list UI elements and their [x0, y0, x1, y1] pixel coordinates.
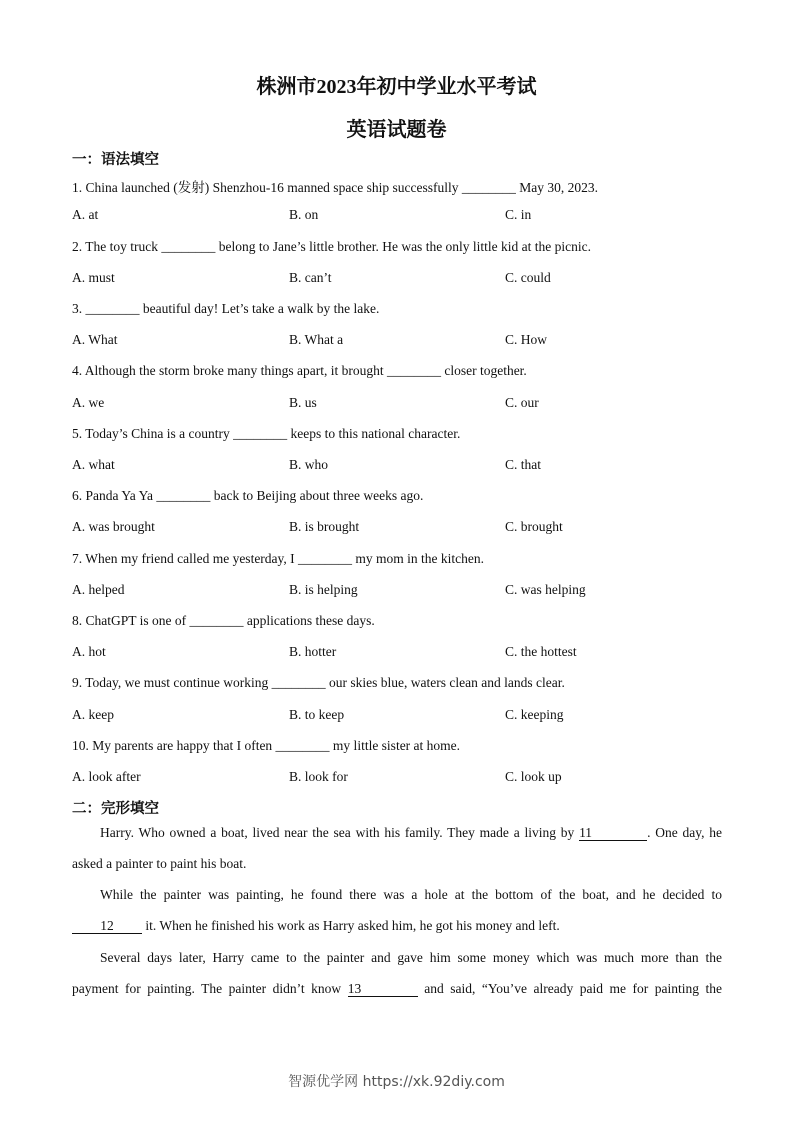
option-10b: B. look for: [289, 769, 348, 784]
cloze-p3-line1: Several days later, Harry came to the painter and gave him some money which was much more than the: [100, 950, 722, 965]
option-5b: B. who: [289, 457, 329, 472]
option-8c: C. the hottest: [505, 644, 577, 659]
cloze-blank-13: 13: [348, 982, 418, 997]
question-8: 8. ChatGPT is one of ________ applications these days.: [72, 613, 375, 628]
option-4b: B. us: [289, 395, 317, 410]
cloze-text: payment for painting. The painter didn’t know: [72, 981, 342, 996]
option-5c: C. that: [505, 457, 541, 472]
option-7b: B. is helping: [289, 582, 358, 597]
option-7a: A. helped: [72, 582, 125, 597]
exam-title: 株洲市2023年初中学业水平考试: [256, 76, 537, 98]
section-heading-cloze: 二：完形填空: [72, 801, 159, 817]
option-1c: C. in: [505, 207, 532, 222]
option-3c: C. How: [505, 332, 548, 347]
option-2c: C. could: [505, 270, 551, 285]
cloze-text: . One day, he: [647, 825, 723, 840]
option-6a: A. was brought: [72, 519, 155, 534]
cloze-p2-line2: [72, 918, 722, 934]
cloze-text: it. When he finished his work as Harry asked him, he got his money and left.: [145, 918, 560, 933]
option-1b: B. on: [289, 207, 319, 222]
cloze-blank-12: 12: [72, 919, 142, 934]
option-8b: B. hotter: [289, 644, 337, 659]
option-6c: C. brought: [505, 519, 563, 534]
question-9: 9. Today, we must continue working ________ our skies blue, waters clean and lands clear.: [72, 675, 565, 690]
option-8a: A. hot: [72, 644, 106, 659]
cloze-p1-line2: asked a painter to paint his boat.: [72, 856, 247, 871]
option-3b: B. What a: [289, 332, 344, 347]
option-4a: A. we: [72, 395, 105, 410]
question-10: 10. My parents are happy that I often ________ my little sister at home.: [72, 738, 461, 753]
footer-watermark: 智源优学网 https://xk.92diy.com: [288, 1074, 505, 1090]
option-5a: A. what: [72, 457, 115, 472]
option-1a: A. at: [72, 207, 99, 222]
question-2: 2. The toy truck ________ belong to Jane’s little brother. He was the only little kid at the picnic.: [72, 239, 592, 254]
question-1: 1. China launched (发射) Shenzhou-16 manned space ship successfully ________ May 30, 2023.: [72, 180, 599, 195]
question-5: 5. Today’s China is a country ________ keeps to this national character.: [72, 426, 461, 441]
option-2a: A. must: [72, 270, 115, 285]
option-4c: C. our: [505, 395, 539, 410]
cloze-p1-line1: [100, 825, 722, 841]
question-4: 4. Although the storm broke many things apart, it brought ________ closer together.: [72, 363, 527, 378]
option-9a: A. keep: [72, 707, 114, 722]
question-3: 3. ________ beautiful day! Let’s take a walk by the lake.: [72, 301, 380, 316]
question-6: 6. Panda Ya Ya ________ back to Beijing about three weeks ago.: [72, 488, 424, 503]
option-2b: B. can’t: [289, 270, 332, 285]
option-9b: B. to keep: [289, 707, 345, 722]
cloze-text: Harry. Who owned a boat, lived near the sea with his family. They made a living by: [100, 825, 575, 840]
option-9c: C. keeping: [505, 707, 564, 722]
option-6b: B. is brought: [289, 519, 360, 534]
section-heading-grammar: 一：语法填空: [72, 152, 159, 168]
cloze-p3-line2: [72, 981, 722, 997]
exam-subtitle: 英语试题卷: [346, 119, 447, 141]
question-7: 7. When my friend called me yesterday, I ________ my mom in the kitchen.: [72, 551, 485, 566]
option-7c: C. was helping: [505, 582, 586, 597]
cloze-blank-11: 11: [579, 826, 647, 841]
option-3a: A. What: [72, 332, 118, 347]
option-10c: C. look up: [505, 769, 562, 784]
cloze-text: and said, “You’ve already paid me for painting the: [424, 981, 722, 996]
option-10a: A. look after: [72, 769, 141, 784]
cloze-p2-line1: While the painter was painting, he found there was a hole at the bottom of the boat, and he decided to: [100, 887, 722, 902]
